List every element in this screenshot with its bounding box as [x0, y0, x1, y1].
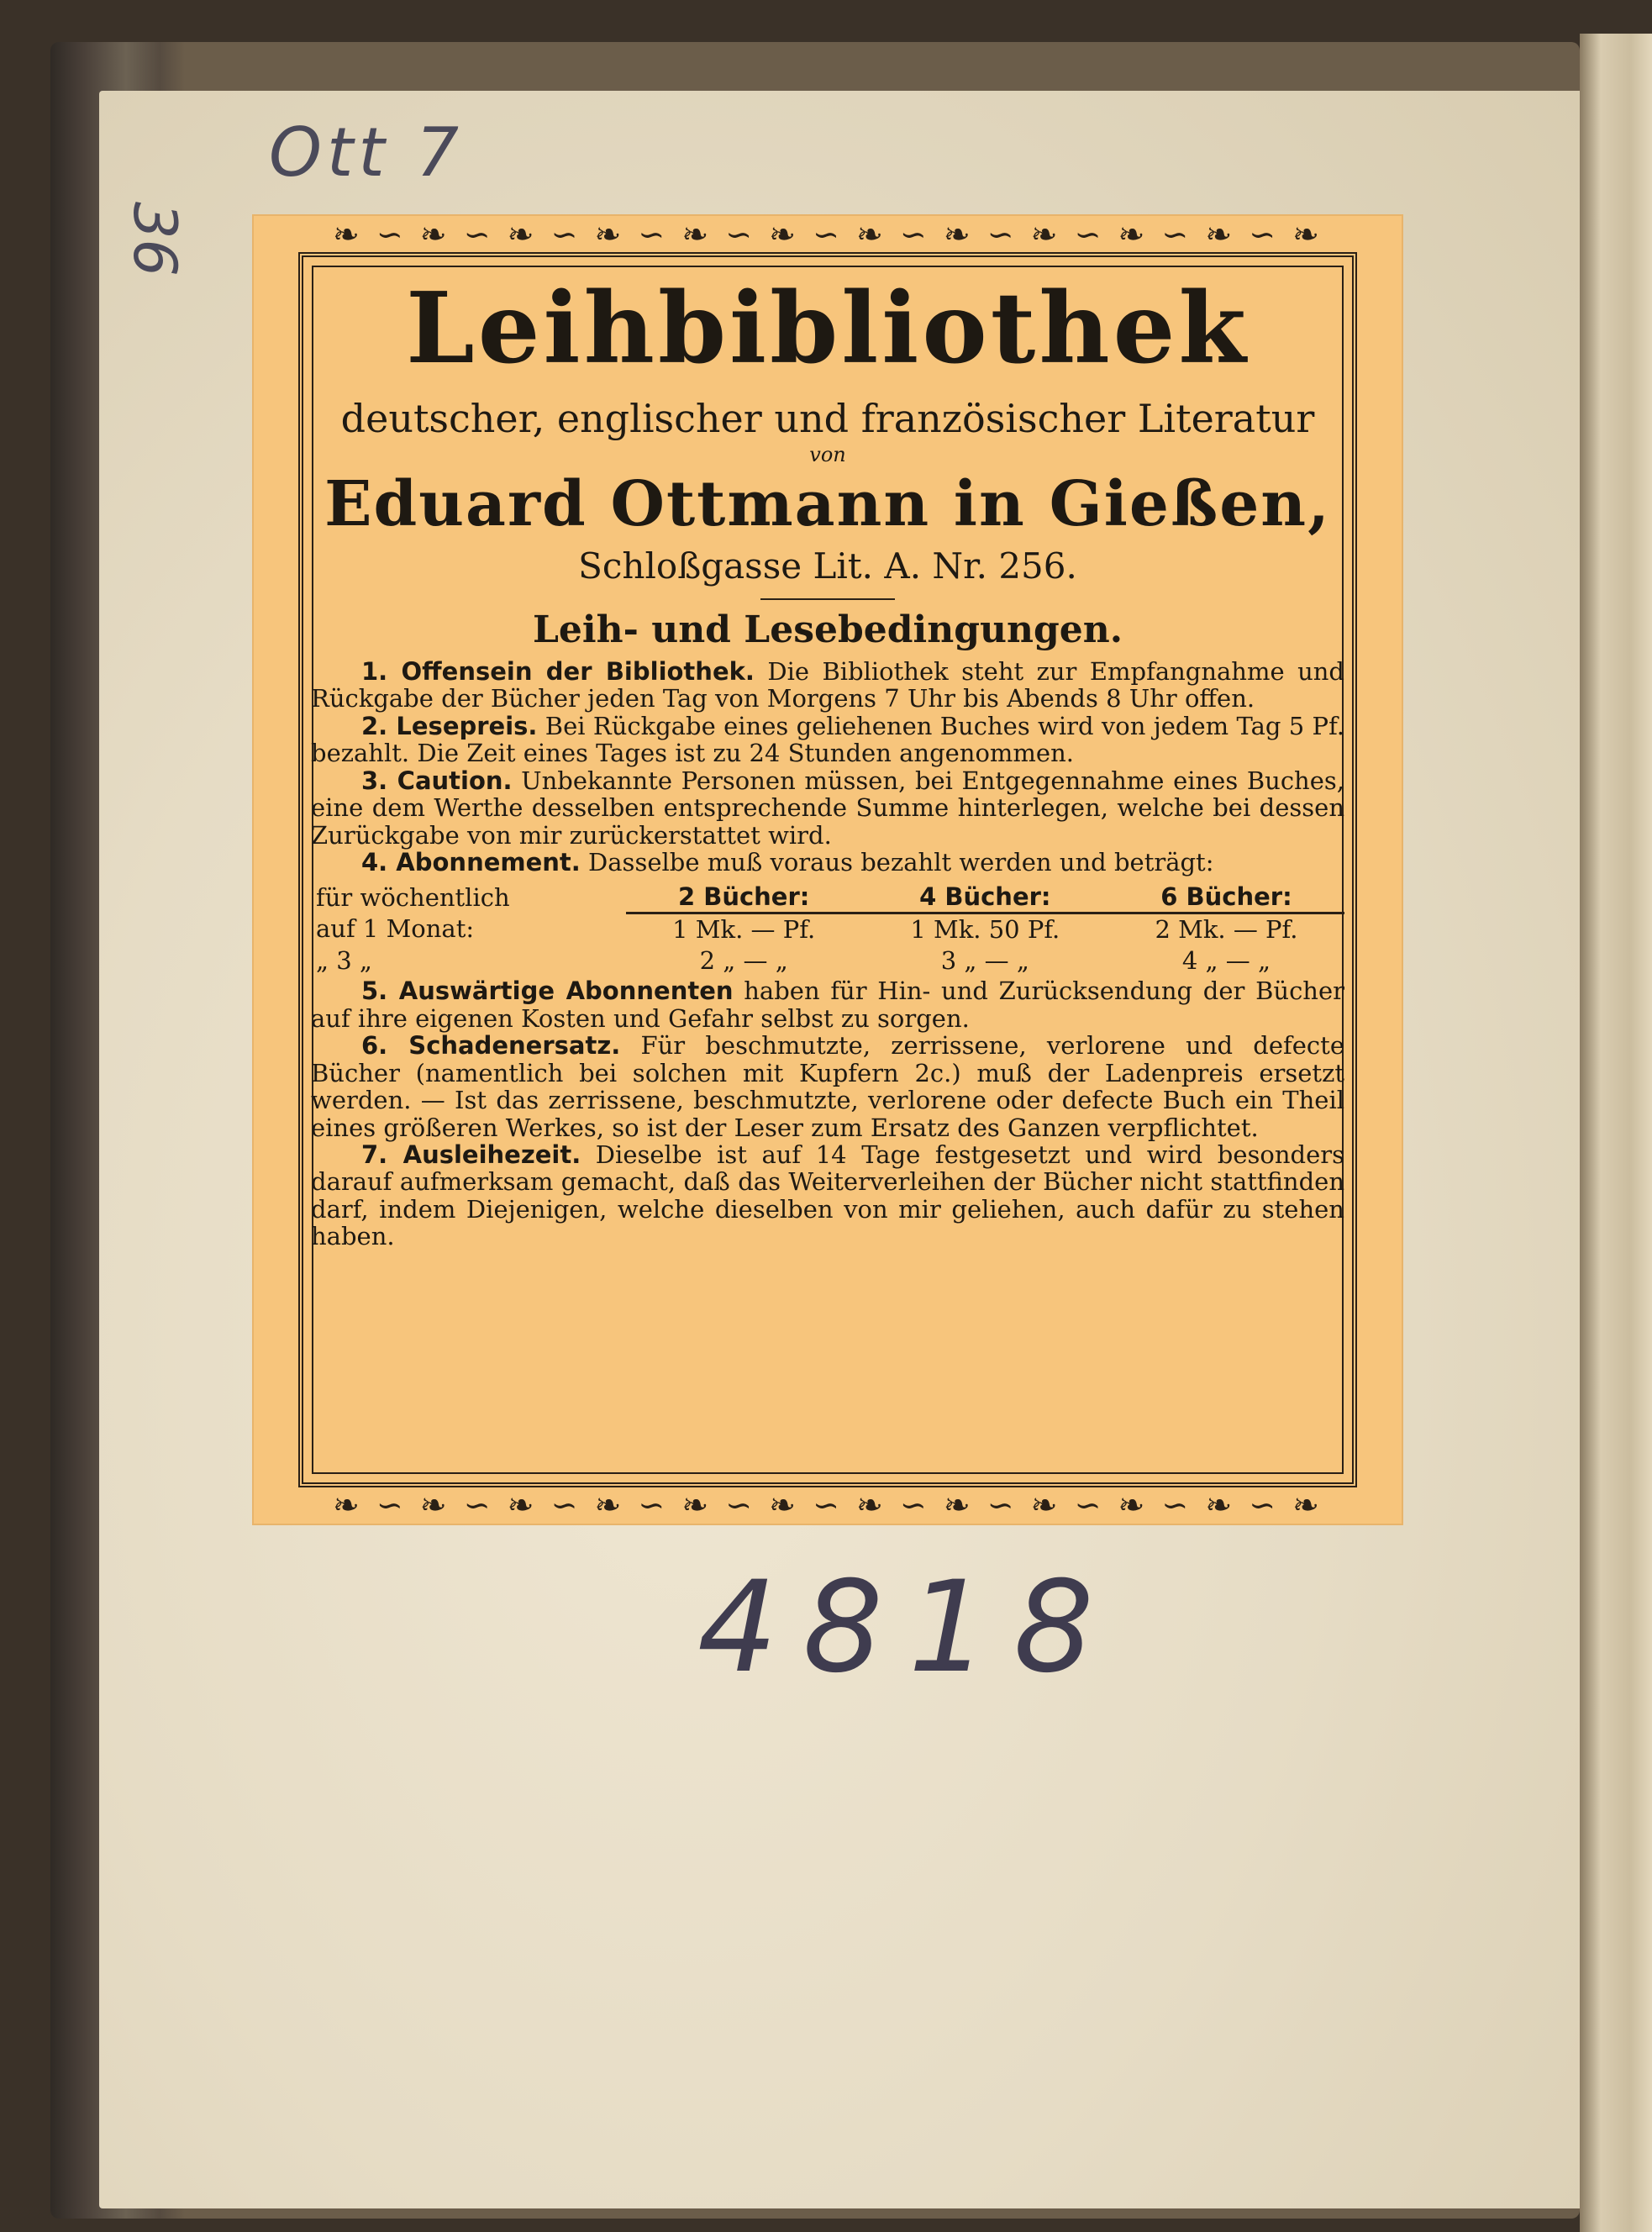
rule-5-text: haben für Hin- und Zurücksendung der Bücher auf ihre eigenen Kosten und Gefahr selbst zu sorgen.	[311, 976, 1345, 1033]
conditions-heading: Leih- und Lesebedingungen.	[532, 608, 1123, 651]
conditions-body	[311, 658, 1344, 1250]
abonnement-row-label: auf 1 Monat:	[316, 914, 475, 944]
rule-6-text: Für beschmutzte, zerrissene, verlorene und defecte Bücher (namentlich bei solchen mit Kupfern 2c.) muß der Ladenpreis ersetzt werden. — Ist das zerrissene, beschmutzte, verlorene oder defecte Buch ein Theil eines größeren Werkes, so ist der Leser zum Ersatz des Ganzen verpflichtet.	[311, 1031, 1344, 1142]
rule-6	[311, 1032, 1344, 1141]
abonnement-cell: 2 Mk. — Pf.	[1155, 915, 1298, 945]
divider	[760, 598, 895, 600]
abonnement-cell: 1 Mk. 50 Pf.	[910, 915, 1060, 945]
rule-7-head: 7. Ausleihezeit.	[361, 1140, 581, 1169]
abonnement-cell: 2 „ — „	[699, 945, 788, 975]
handwritten-shelfmark: Ott 7	[269, 113, 465, 192]
abonnement-row-label: „ 3 „	[316, 945, 372, 975]
rule-6-head: 6. Schadenersatz.	[361, 1031, 621, 1061]
rule-4-text: Dasselbe muß voraus bezahlt werden und beträgt:	[588, 848, 1214, 877]
rule-1	[311, 658, 1344, 713]
abonnement-cell: 1 Mk. — Pf.	[672, 915, 816, 945]
handwritten-side-number: 36	[120, 202, 189, 277]
label-subtitle: deutscher, englischer und französischer Literatur	[340, 396, 1315, 441]
rule-2-text: Bei Rückgabe eines geliehenen Buches wird von jedem Tag 5 Pf. bezahlt. Die Zeit eines Tages ist zu 24 Stunden angenommen.	[311, 711, 1344, 768]
ornament-border-bottom: ❧ ∽ ❧ ∽ ❧ ∽ ❧ ∽ ❧ ∽ ❧ ∽ ❧ ∽ ❧ ∽ ❧ ∽ ❧ ∽ ❧ ∽ ❧	[332, 1487, 1323, 1524]
rule-3-text: Unbekannte Personen müssen, bei Entgegennahme eines Buches, eine dem Werthe desselben entsprechende Summe hinterlegen, welche bei dessen Zurückgabe von mir zurückerstattet wird.	[311, 766, 1344, 850]
abonnement-header: 2 Bücher:	[626, 882, 862, 913]
rule-1-text: Die Bibliothek steht zur Empfangnahme und Rückgabe der Bücher jeden Tag von Morgens 7 Uhr bis Abends 8 Uhr offen.	[311, 657, 1344, 713]
abonnement-cell: 4 „ — „	[1181, 945, 1271, 975]
abonnement-col0-header: für wöchentlich	[316, 882, 510, 912]
rule-2	[311, 713, 1344, 767]
rule-1-head: 1. Offensein der Bibliothek.	[361, 657, 755, 686]
rule-3-head: 3. Caution.	[361, 766, 513, 795]
ornament-border-top: ❧ ∽ ❧ ∽ ❧ ∽ ❧ ∽ ❧ ∽ ❧ ∽ ❧ ∽ ❧ ∽ ❧ ∽ ❧ ∽ ❧ ∽ ❧	[332, 216, 1323, 253]
handwritten-inventory-number: 4818	[697, 1555, 1119, 1701]
abonnement-header: 4 Bücher:	[862, 882, 1108, 913]
library-label	[252, 214, 1403, 1525]
rule-4	[311, 849, 1344, 876]
rule-3	[311, 767, 1344, 849]
abonnement-row	[311, 913, 1344, 945]
label-address: Schloßgasse Lit. A. Nr. 256.	[578, 545, 1077, 587]
page-edge	[1580, 34, 1652, 2232]
abonnement-cell: 3 „ — „	[940, 945, 1029, 975]
rule-7-text: Dieselbe ist auf 14 Tage festgesetzt und wird besonders darauf aufmerksam gemacht, daß das Weiterverleihen der Bücher nicht stattfinden darf, indem Diejenigen, welche dieselben von mir geliehen, auch dafür zu stehen haben.	[311, 1140, 1345, 1251]
label-owner: Eduard Ottmann in Gießen,	[324, 468, 1331, 540]
label-von: von	[809, 443, 846, 466]
rule-5-head: 5. Auswärtige Abonnenten	[361, 976, 734, 1006]
rule-4-head: 4. Abonnement.	[361, 848, 581, 877]
label-title: Leihbibliothek	[406, 271, 1250, 386]
rule-5	[311, 977, 1344, 1032]
abonnement-header: 6 Bücher:	[1108, 882, 1344, 913]
abonnement-table	[311, 882, 1344, 976]
rule-7	[311, 1141, 1344, 1250]
rule-2-head: 2. Lesepreis.	[361, 711, 538, 740]
abonnement-row	[311, 945, 1344, 976]
abonnement-header-row	[311, 882, 1344, 913]
label-content	[311, 265, 1344, 1250]
